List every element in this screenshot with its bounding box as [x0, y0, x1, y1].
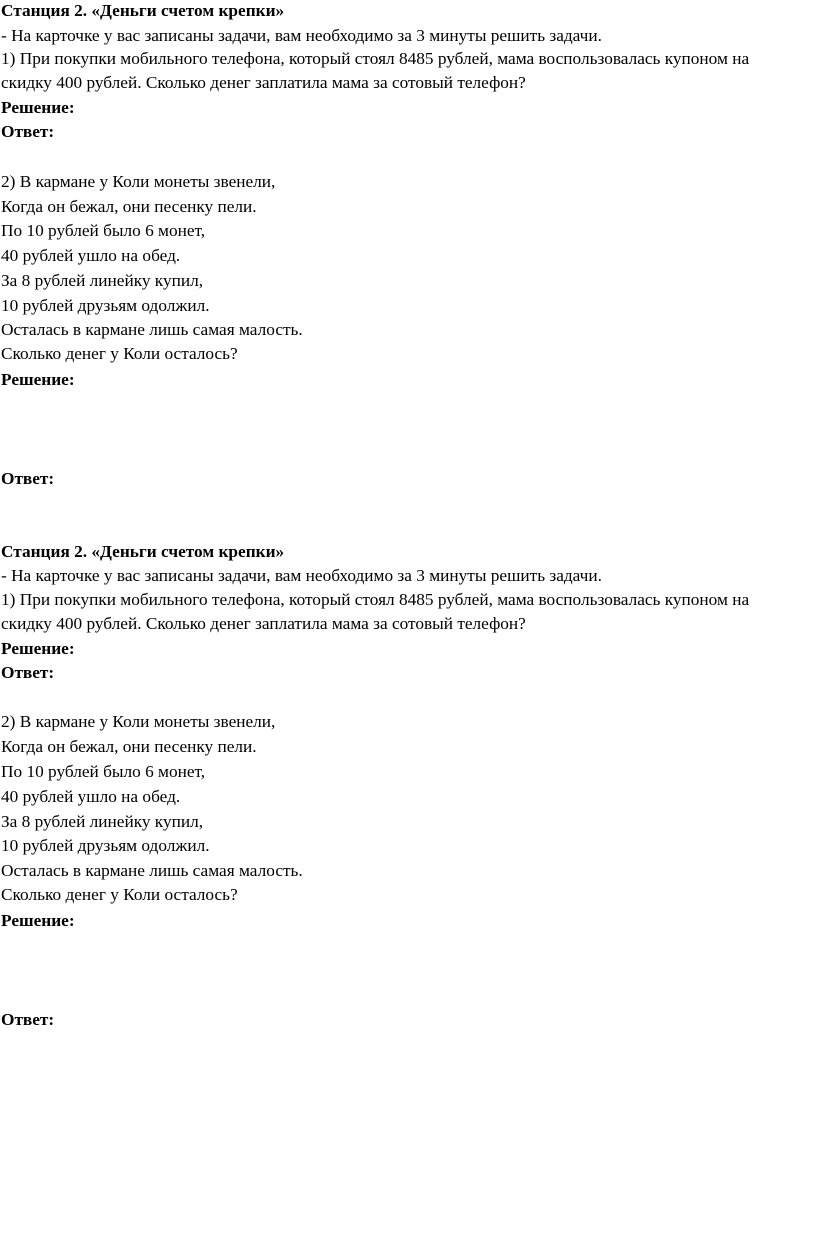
task1-text-line1: 1) При покупки мобильного телефона, который стоял 8485 рублей, мама воспользовалась купоном на	[1, 590, 750, 609]
answer-label: Ответ:	[1, 663, 55, 682]
answer-label: Ответ:	[1, 122, 55, 141]
card-title: Станция 2. «Деньги счетом крепки»	[1, 542, 285, 561]
poem-line: 10 рублей друзьям одолжил.	[1, 836, 210, 855]
task1-text-line2: скидку 400 рублей. Сколько денег заплатила мама за сотовый телефон?	[1, 614, 526, 633]
solution-label: Решение:	[1, 911, 75, 930]
answer-label: Ответ:	[1, 1010, 55, 1029]
poem-line: 40 рублей ушло на обед.	[1, 246, 181, 265]
solution-label: Решение:	[1, 98, 75, 117]
card-instruction: - На карточке у вас записаны задачи, вам необходимо за 3 минуты решить задачи.	[1, 26, 602, 45]
poem-line: 40 рублей ушло на обед.	[1, 787, 181, 806]
poem-line: Осталась в кармане лишь самая малость.	[1, 861, 303, 880]
poem-line: Когда он бежал, они песенку пели.	[1, 737, 257, 756]
poem-line: 2) В кармане у Коли монеты звенели,	[1, 712, 276, 731]
solution-label: Решение:	[1, 639, 75, 658]
poem-line: Сколько денег у Коли осталось?	[1, 885, 238, 904]
card-instruction: - На карточке у вас записаны задачи, вам необходимо за 3 минуты решить задачи.	[1, 566, 602, 585]
poem-line: За 8 рублей линейку купил,	[1, 812, 204, 831]
poem-line: Сколько денег у Коли осталось?	[1, 344, 238, 363]
answer-label: Ответ:	[1, 469, 55, 488]
task1-text-line2: скидку 400 рублей. Сколько денег заплатила мама за сотовый телефон?	[1, 73, 526, 92]
poem-line: Осталась в кармане лишь самая малость.	[1, 320, 303, 339]
poem-line: 2) В кармане у Коли монеты звенели,	[1, 172, 276, 191]
poem-line: По 10 рублей было 6 монет,	[1, 221, 206, 240]
task1-text-line1: 1) При покупки мобильного телефона, который стоял 8485 рублей, мама воспользовалась купоном на	[1, 49, 750, 68]
poem-line: По 10 рублей было 6 монет,	[1, 762, 206, 781]
poem-line: 10 рублей друзьям одолжил.	[1, 296, 210, 315]
poem-line: За 8 рублей линейку купил,	[1, 271, 204, 290]
poem-line: Когда он бежал, они песенку пели.	[1, 197, 257, 216]
card-title: Станция 2. «Деньги счетом крепки»	[1, 1, 285, 20]
solution-label: Решение:	[1, 370, 75, 389]
